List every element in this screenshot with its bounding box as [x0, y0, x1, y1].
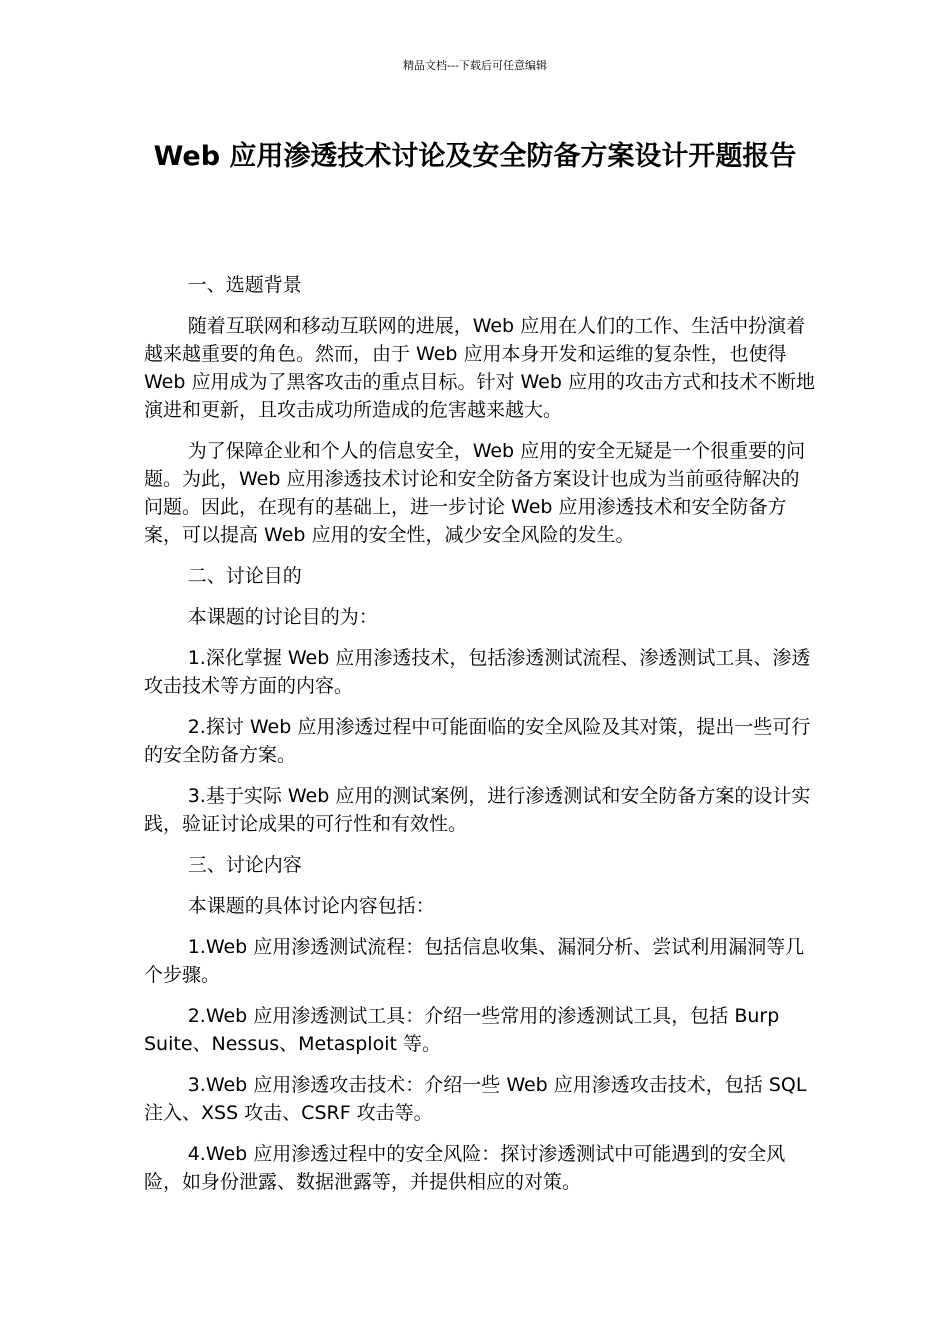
- paragraph-background-1: 随着互联网和移动互联网的进展，Web 应用在人们的工作、生活中扮演着越来越重要的角色。然而，由于 Web 应用本身开发和运维的复杂性，也使得 Web 应用成为了黑客攻击的重点目标。针对 Web 应用的攻击方式和技术不断地演进和更新，且攻击成功所造成的危害越来越大。: [144, 315, 815, 421]
- list-item-content-1: 1.Web 应用渗透测试流程：包括信息收集、漏洞分析、尝试利用漏洞等几个步骤。: [144, 936, 805, 986]
- list-item-content-4: 4.Web 应用渗透过程中的安全风险：探讨渗透测试中可能遇到的安全风险，如身份泄露、数据泄露等，并提供相应的对策。: [144, 1143, 786, 1193]
- section-heading-purpose: 二、讨论目的: [187, 565, 302, 587]
- paragraph-content-intro: 本课题的具体讨论内容包括：: [187, 895, 435, 917]
- paragraph-background-2: 为了保障企业和个人的信息安全，Web 应用的安全无疑是一个很重要的问题。为此，Web 应用渗透技术讨论和安全防备方案设计也成为当前亟待解决的问题。因此，在现有的基础上，进一步讨论 Web 应用渗透技术和安全防备方案，可以提高 Web 应用的安全性，减少安全风险的发生。: [144, 440, 806, 546]
- section-heading-background: 一、选题背景: [187, 274, 302, 296]
- section-heading-content: 三、讨论内容: [187, 854, 302, 876]
- header-note: 精品文档---下载后可任意编辑: [403, 59, 547, 72]
- list-item-content-2: 2.Web 应用渗透测试工具：介绍一些常用的渗透测试工具，包括 Burp Suite、Nessus、Metasploit 等。: [144, 1005, 780, 1055]
- list-item-content-3: 3.Web 应用渗透攻击技术：介绍一些 Web 应用渗透攻击技术，包括 SQL 注入、XSS 攻击、CSRF 攻击等。: [144, 1074, 807, 1124]
- paragraph-purpose-intro: 本课题的讨论目的为：: [187, 606, 378, 628]
- document-body: [144, 271, 816, 1209]
- document-title: Web 应用渗透技术讨论及安全防备方案设计开题报告: [153, 141, 797, 172]
- list-item-purpose-1: 1.深化掌握 Web 应用渗透技术，包括渗透测试流程、渗透测试工具、渗透攻击技术等方面的内容。: [144, 647, 811, 697]
- list-item-purpose-3: 3.基于实际 Web 应用的测试案例，进行渗透测试和安全防备方案的设计实践，验证讨论成果的可行性和有效性。: [144, 785, 811, 835]
- list-item-purpose-2: 2.探讨 Web 应用渗透过程中可能面临的安全风险及其对策，提出一些可行的安全防备方案。: [144, 716, 811, 766]
